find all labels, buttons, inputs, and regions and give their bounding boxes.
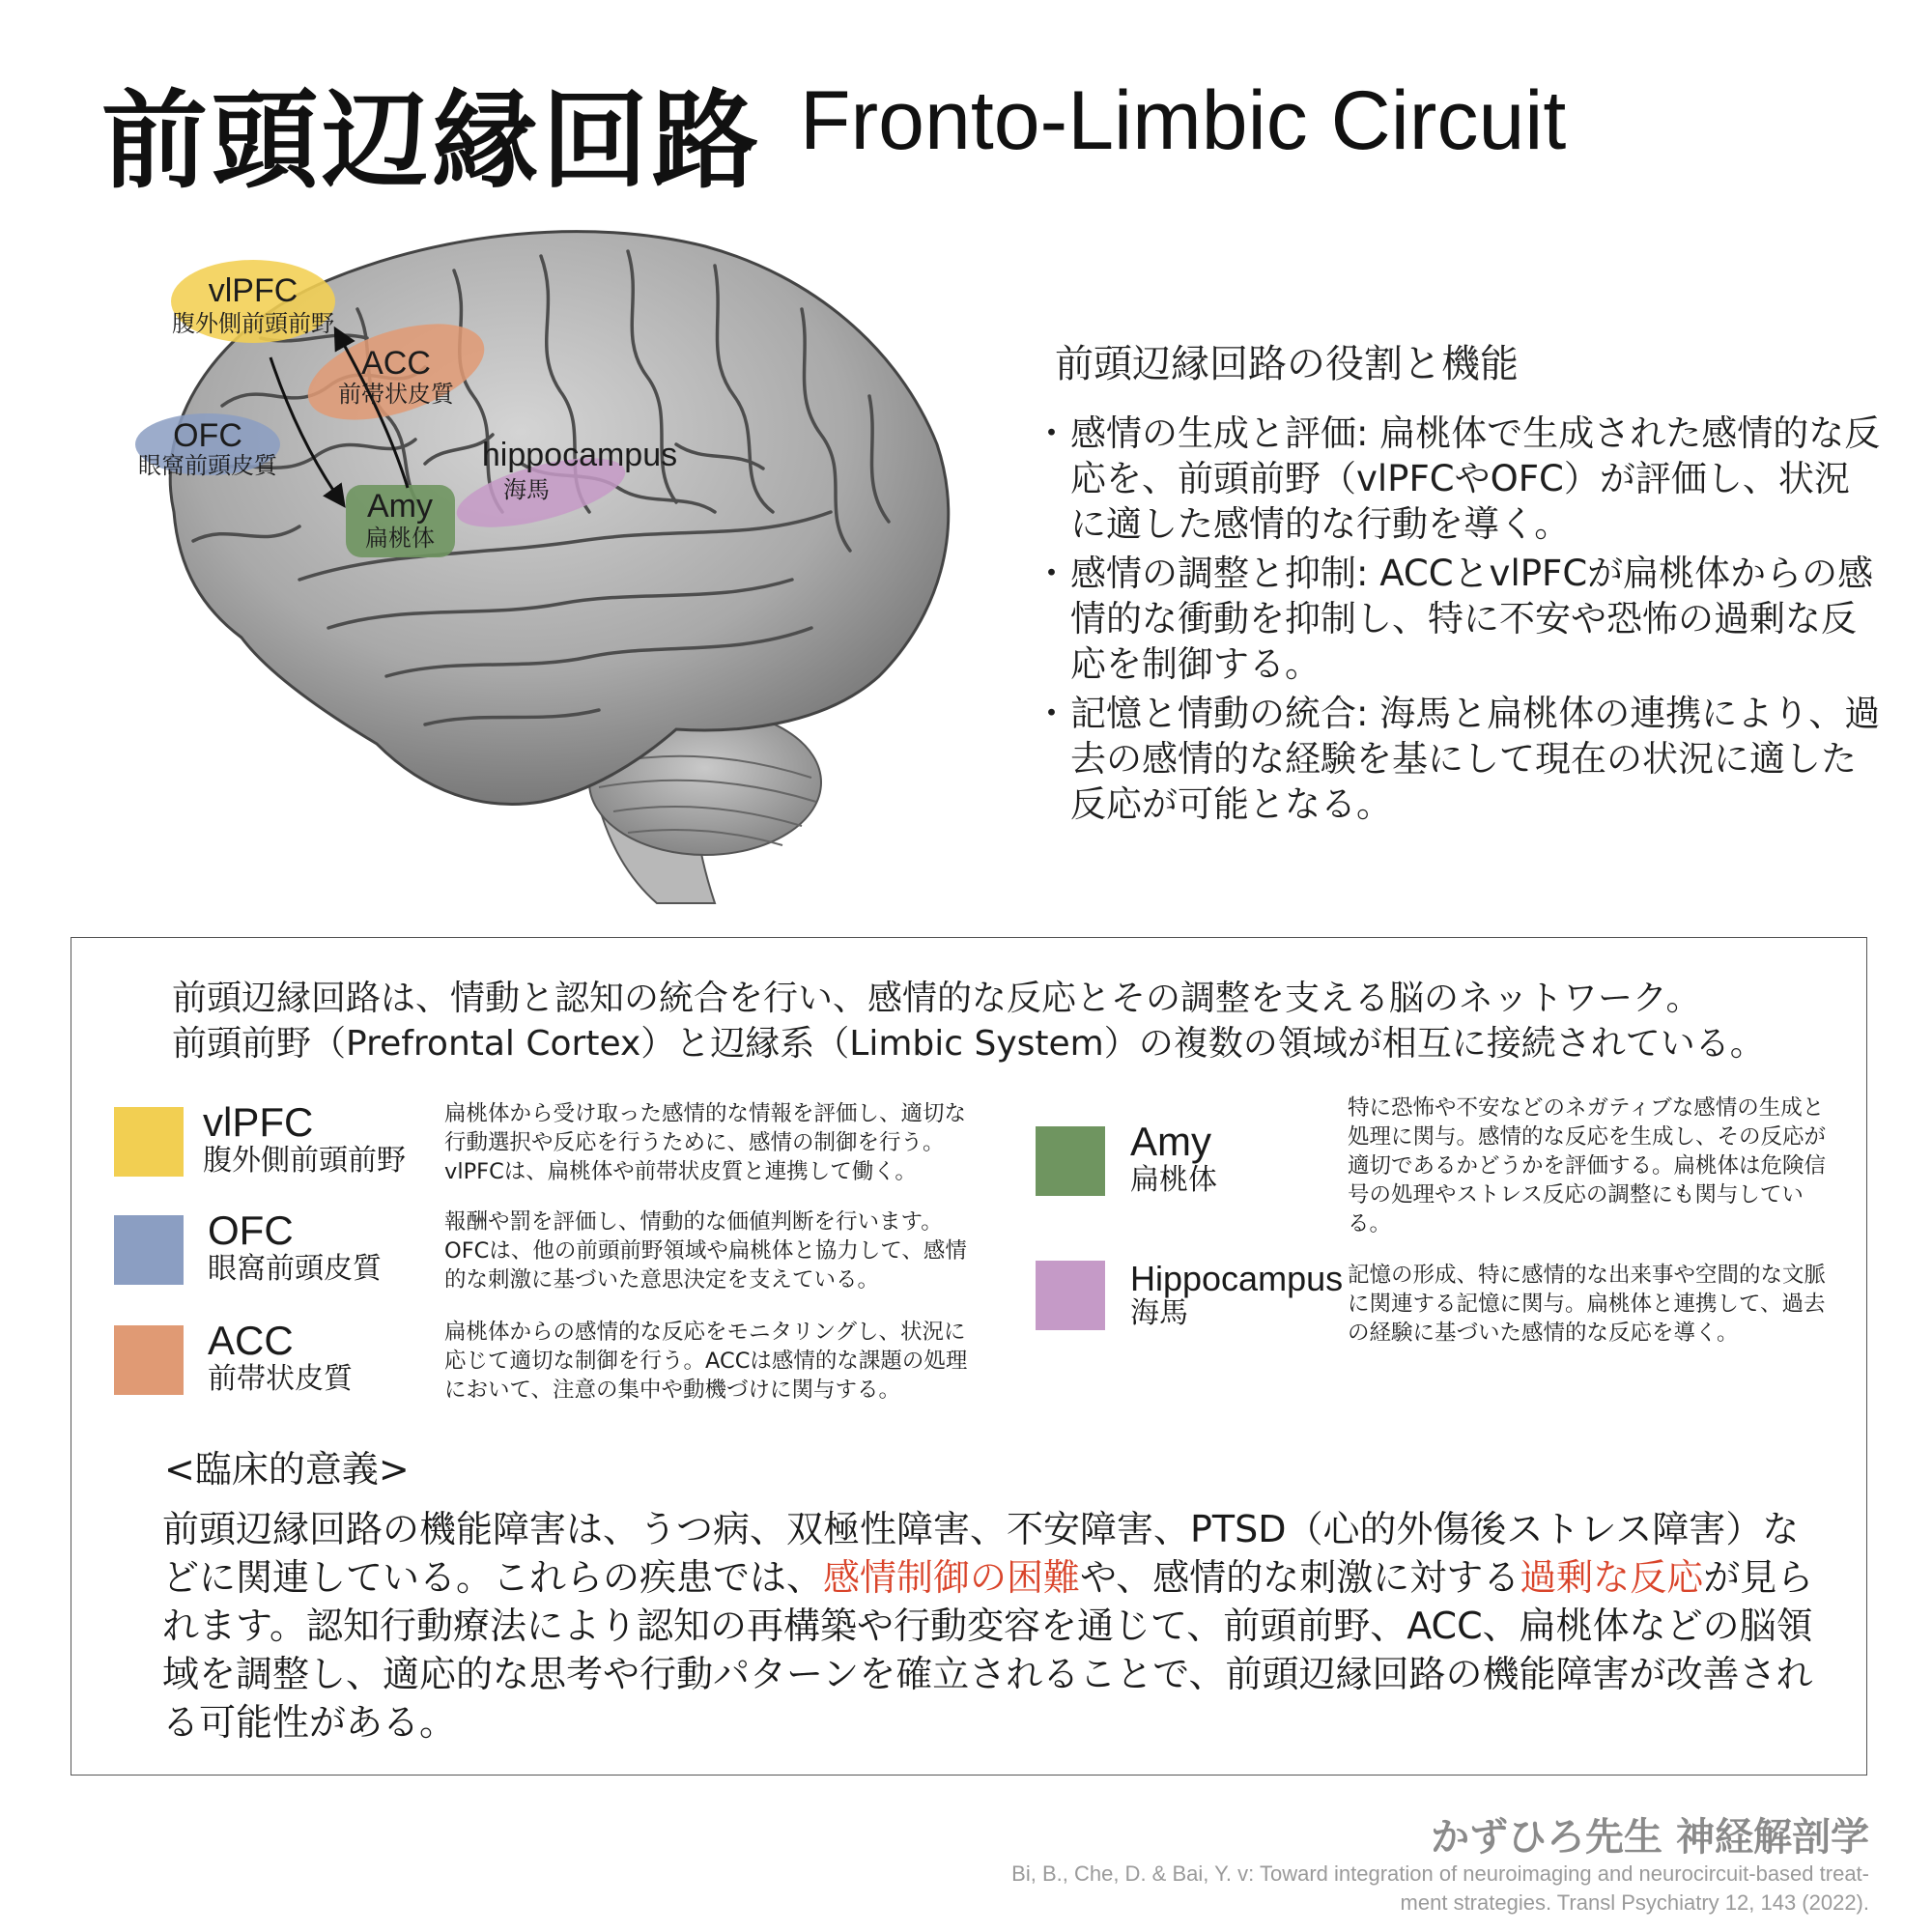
legend-hippocampus-jp: 海馬 bbox=[1130, 1296, 1188, 1330]
legend-swatch-hippocampus bbox=[1036, 1261, 1105, 1330]
legend-swatch-acc bbox=[114, 1325, 184, 1395]
page-title-english: Fronto-Limbic Circuit bbox=[800, 74, 1567, 167]
clinical-part-2: や、感情的な刺激に対する bbox=[1080, 1556, 1520, 1599]
brain-label-acc-jp: 前帯状皮質 bbox=[338, 382, 454, 408]
brain-label-acc-en: ACC bbox=[361, 345, 431, 382]
legend-ofc-jp: 眼窩前頭皮質 bbox=[208, 1252, 382, 1286]
legend-ofc-desc: 報酬や罰を評価し、情動的な価値判断を行います。OFCは、他の前頭前野領域や扁桃体と協力して、感情的な刺激に基づいた意思決定を支えている。 bbox=[444, 1209, 967, 1293]
brain-label-amy-jp: 扁桃体 bbox=[365, 526, 435, 552]
legend-swatch-amy bbox=[1036, 1126, 1105, 1196]
brain-label-amy-en: Amy bbox=[367, 488, 433, 525]
legend-swatch-vlpfc bbox=[114, 1107, 184, 1177]
brain-illustration bbox=[135, 222, 985, 908]
brain-label-vlpfc-en: vlPFC bbox=[208, 272, 298, 309]
citation bbox=[1011, 1860, 1869, 1918]
legend-acc-en: ACC bbox=[208, 1318, 294, 1363]
legend-hippocampus-desc: 記憶の形成、特に感情的な出来事や空間的な文脈に関連する記憶に関与。扁桃体と連携して、過去の経験に基づいた感情的な反応を導く。 bbox=[1348, 1263, 1827, 1346]
clinical-text bbox=[162, 1505, 1833, 1747]
legend-amy-desc: 特に恐怖や不安などのネガティブな感情の生成と処理に関与。感情的な反応を生成し、その反応が適切であるかどうかを評価する。扁桃体は危険信号の処理やストレス反応の調整にも関与している。 bbox=[1348, 1095, 1827, 1236]
function-item: ・ 感情の生成と評価: 扁桃体で生成された感情的な反応を、前頭前野（vlPFCやOFC）が評価し、状況に適した感情的な行動を導く。 bbox=[1034, 411, 1884, 547]
legend-swatch-ofc bbox=[114, 1215, 184, 1285]
legend-ofc-en: OFC bbox=[208, 1208, 294, 1253]
page-title-japanese: 前頭辺縁回路 bbox=[101, 79, 762, 203]
legend-hippocampus-en: Hippocampus bbox=[1130, 1259, 1344, 1298]
brain-label-hippocampus-jp: 海馬 bbox=[503, 477, 550, 503]
function-item: ・ 記憶と情動の統合: 海馬と扁桃体の連携により、過去の感情的な経験を基にして現在の状況に適した反応が可能となる。 bbox=[1034, 691, 1884, 827]
function-item: ・ 感情の調整と抑制: ACCとvlPFCが扁桃体からの感情的な衝動を抑制し、特に不安や恐怖の過剰な反応を制御する。 bbox=[1034, 551, 1884, 687]
intro-line-2: 前頭前野（Prefrontal Cortex）と辺縁系（Limbic System）の複数の領域が相互に接続されている。 bbox=[172, 1024, 1765, 1064]
legend-acc-desc: 扁桃体からの感情的な反応をモニタリングし、状況に応じて適切な制御を行う。ACCは感情的な課題の処理において、注意の集中や動機づけに関与する。 bbox=[444, 1320, 968, 1403]
clinical-part-1: 前頭辺縁回路の機能障害は、うつ病、双極性障害、不安障害、PTSD（心的外傷後ストレス障害）などに関連している。これらの疾患では、 bbox=[162, 1508, 1800, 1599]
brand-name: かずひろ先生 神経解剖学 bbox=[1431, 1815, 1869, 1860]
clinical-part-3: が見られます。認知行動療法により認知の再構築や行動変容を通じて、前頭前野、ACC、扁桃体などの脳領域を調整し、適応的な思考や行動パターンを確立されることで、前頭辺縁回路の機能障害が改善される可能性がある。 bbox=[162, 1556, 1814, 1744]
legend-amy-en: Amy bbox=[1130, 1119, 1211, 1164]
clinical-highlight-1: 感情制御の困難 bbox=[823, 1556, 1081, 1599]
legend-vlpfc-desc: 扁桃体から受け取った感情的な情報を評価し、適切な行動選択や反応を行うために、感情の制御を行う。vlPFCは、扁桃体や前帯状皮質と連携して働く。 bbox=[444, 1101, 967, 1184]
legend-vlpfc-en: vlPFC bbox=[203, 1099, 314, 1145]
legend-vlpfc-jp: 腹外側前頭前野 bbox=[203, 1144, 406, 1178]
clinical-heading: <臨床的意義> bbox=[164, 1448, 410, 1491]
brain-label-ofc-en: OFC bbox=[173, 417, 242, 454]
citation-line-2: ment strategies. Transl Psychiatry 12, 143 (2022). bbox=[1400, 1890, 1869, 1915]
functions-list bbox=[1034, 411, 1884, 831]
legend-acc-jp: 前帯状皮質 bbox=[208, 1362, 353, 1396]
brain-label-hippocampus-en: hippocampus bbox=[481, 437, 678, 473]
brain-label-vlpfc-jp: 腹外側前頭前野 bbox=[172, 311, 334, 337]
functions-heading: 前頭辺縁回路の役割と機能 bbox=[1055, 342, 1519, 386]
intro-line-1: 前頭辺縁回路は、情動と認知の統合を行い、感情的な反応とその調整を支える脳のネットワーク。 bbox=[172, 979, 1701, 1018]
legend-amy-jp: 扁桃体 bbox=[1130, 1163, 1217, 1197]
intro-text bbox=[172, 976, 1833, 1066]
clinical-highlight-2: 過剰な反応 bbox=[1520, 1556, 1704, 1599]
brain-label-ofc-jp: 眼窩前頭皮質 bbox=[138, 453, 277, 479]
citation-line-1: Bi, B., Che, D. & Bai, Y. v: Toward integration of neuroimaging and neurocircuit-based treat- bbox=[1011, 1861, 1869, 1886]
